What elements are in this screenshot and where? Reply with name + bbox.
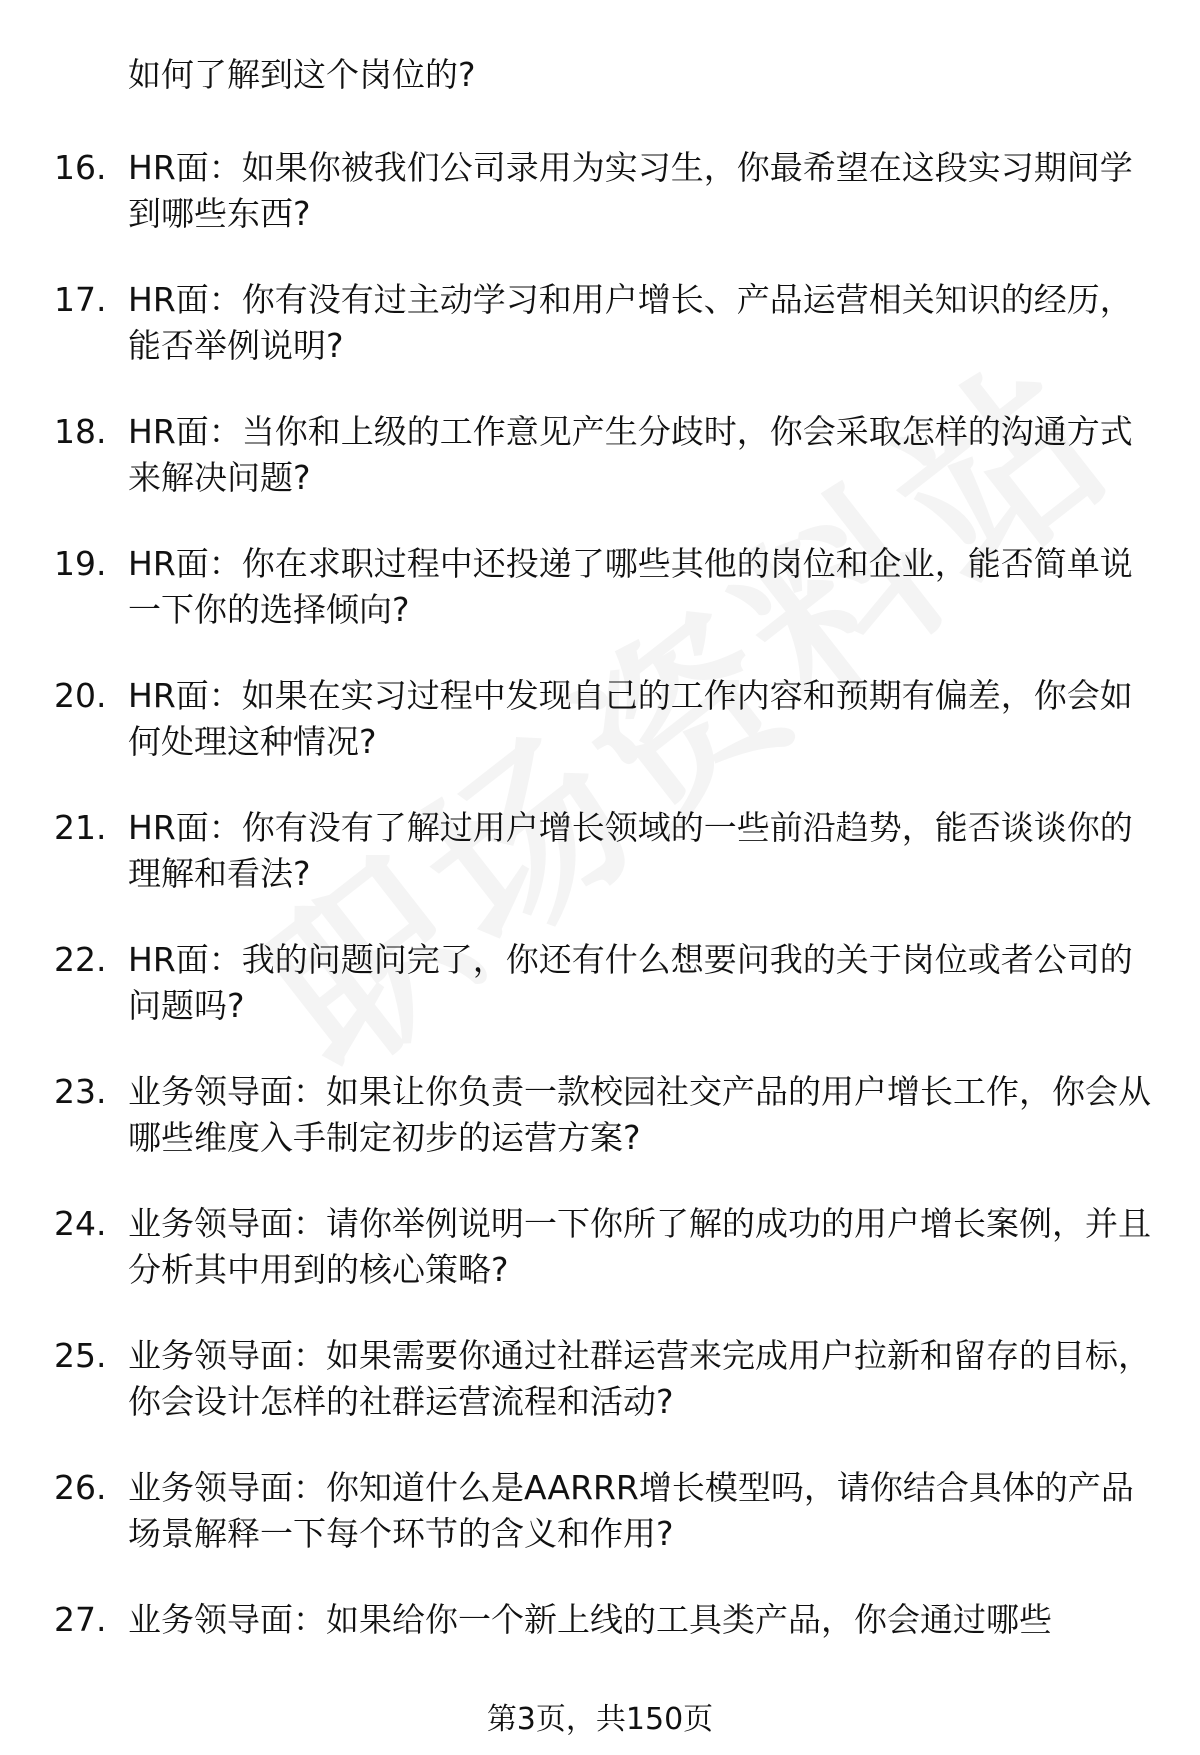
list-item bbox=[0, 140, 1200, 272]
list-item bbox=[0, 536, 1200, 668]
item-number: 25. bbox=[54, 1336, 107, 1375]
item-number: 18. bbox=[54, 412, 107, 451]
page-footer: 第3页，共150页 bbox=[486, 1702, 714, 1737]
item-number: 26. bbox=[54, 1468, 107, 1507]
list-item bbox=[0, 1460, 1200, 1592]
item-text: HR面：当你和上级的工作意见产生分歧时，你会采取怎样的沟通方式来解决问题? bbox=[128, 412, 1133, 497]
item-text: 业务领导面：如果需要你通过社群运营来完成用户拉新和留存的目标，你会设计怎样的社群运营流程和活动? bbox=[128, 1336, 1151, 1421]
list-item bbox=[0, 1064, 1200, 1196]
item-text: HR面：我的问题问完了，你还有什么想要问我的关于岗位或者公司的问题吗? bbox=[128, 940, 1133, 1025]
item-text: 业务领导面：如果让你负责一款校园社交产品的用户增长工作，你会从哪些维度入手制定初步的运营方案? bbox=[128, 1072, 1151, 1157]
item-text: 业务领导面：你知道什么是AARRR增长模型吗，请你结合具体的产品场景解释一下每个环节的含义和作用? bbox=[128, 1468, 1134, 1553]
list-item bbox=[0, 272, 1200, 404]
item-number: 20. bbox=[54, 676, 107, 715]
item-number: 16. bbox=[54, 148, 107, 187]
list-item bbox=[0, 800, 1200, 932]
item-number: 22. bbox=[54, 940, 107, 979]
item-number: 27. bbox=[54, 1600, 107, 1639]
item-text: HR面：如果你被我们公司录用为实习生，你最希望在这段实习期间学到哪些东西? bbox=[128, 148, 1133, 233]
item-text: HR面：如果在实习过程中发现自己的工作内容和预期有偏差，你会如何处理这种情况? bbox=[128, 676, 1133, 761]
item-number: 21. bbox=[54, 808, 107, 847]
list-item bbox=[0, 668, 1200, 800]
item-number: 17. bbox=[54, 280, 107, 319]
list-item bbox=[0, 1328, 1200, 1460]
continuation-text: 如何了解到这个岗位的? bbox=[128, 55, 476, 94]
list-item bbox=[0, 932, 1200, 1064]
question-list bbox=[0, 140, 1200, 1724]
item-text: 业务领导面：请你举例说明一下你所了解的成功的用户增长案例，并且分析其中用到的核心策略? bbox=[128, 1204, 1151, 1289]
list-item bbox=[0, 1196, 1200, 1328]
item-number: 23. bbox=[54, 1072, 107, 1111]
item-number: 24. bbox=[54, 1204, 107, 1243]
list-item bbox=[0, 404, 1200, 536]
item-text: 业务领导面：如果给你一个新上线的工具类产品，你会通过哪些 bbox=[128, 1600, 1052, 1639]
item-number: 19. bbox=[54, 544, 107, 583]
item-text: HR面：你有没有了解过用户增长领域的一些前沿趋势，能否谈谈你的理解和看法? bbox=[128, 808, 1133, 893]
item-text: HR面：你有没有过主动学习和用户增长、产品运营相关知识的经历，能否举例说明? bbox=[128, 280, 1133, 365]
item-text: HR面：你在求职过程中还投递了哪些其他的岗位和企业，能否简单说一下你的选择倾向? bbox=[128, 544, 1133, 629]
